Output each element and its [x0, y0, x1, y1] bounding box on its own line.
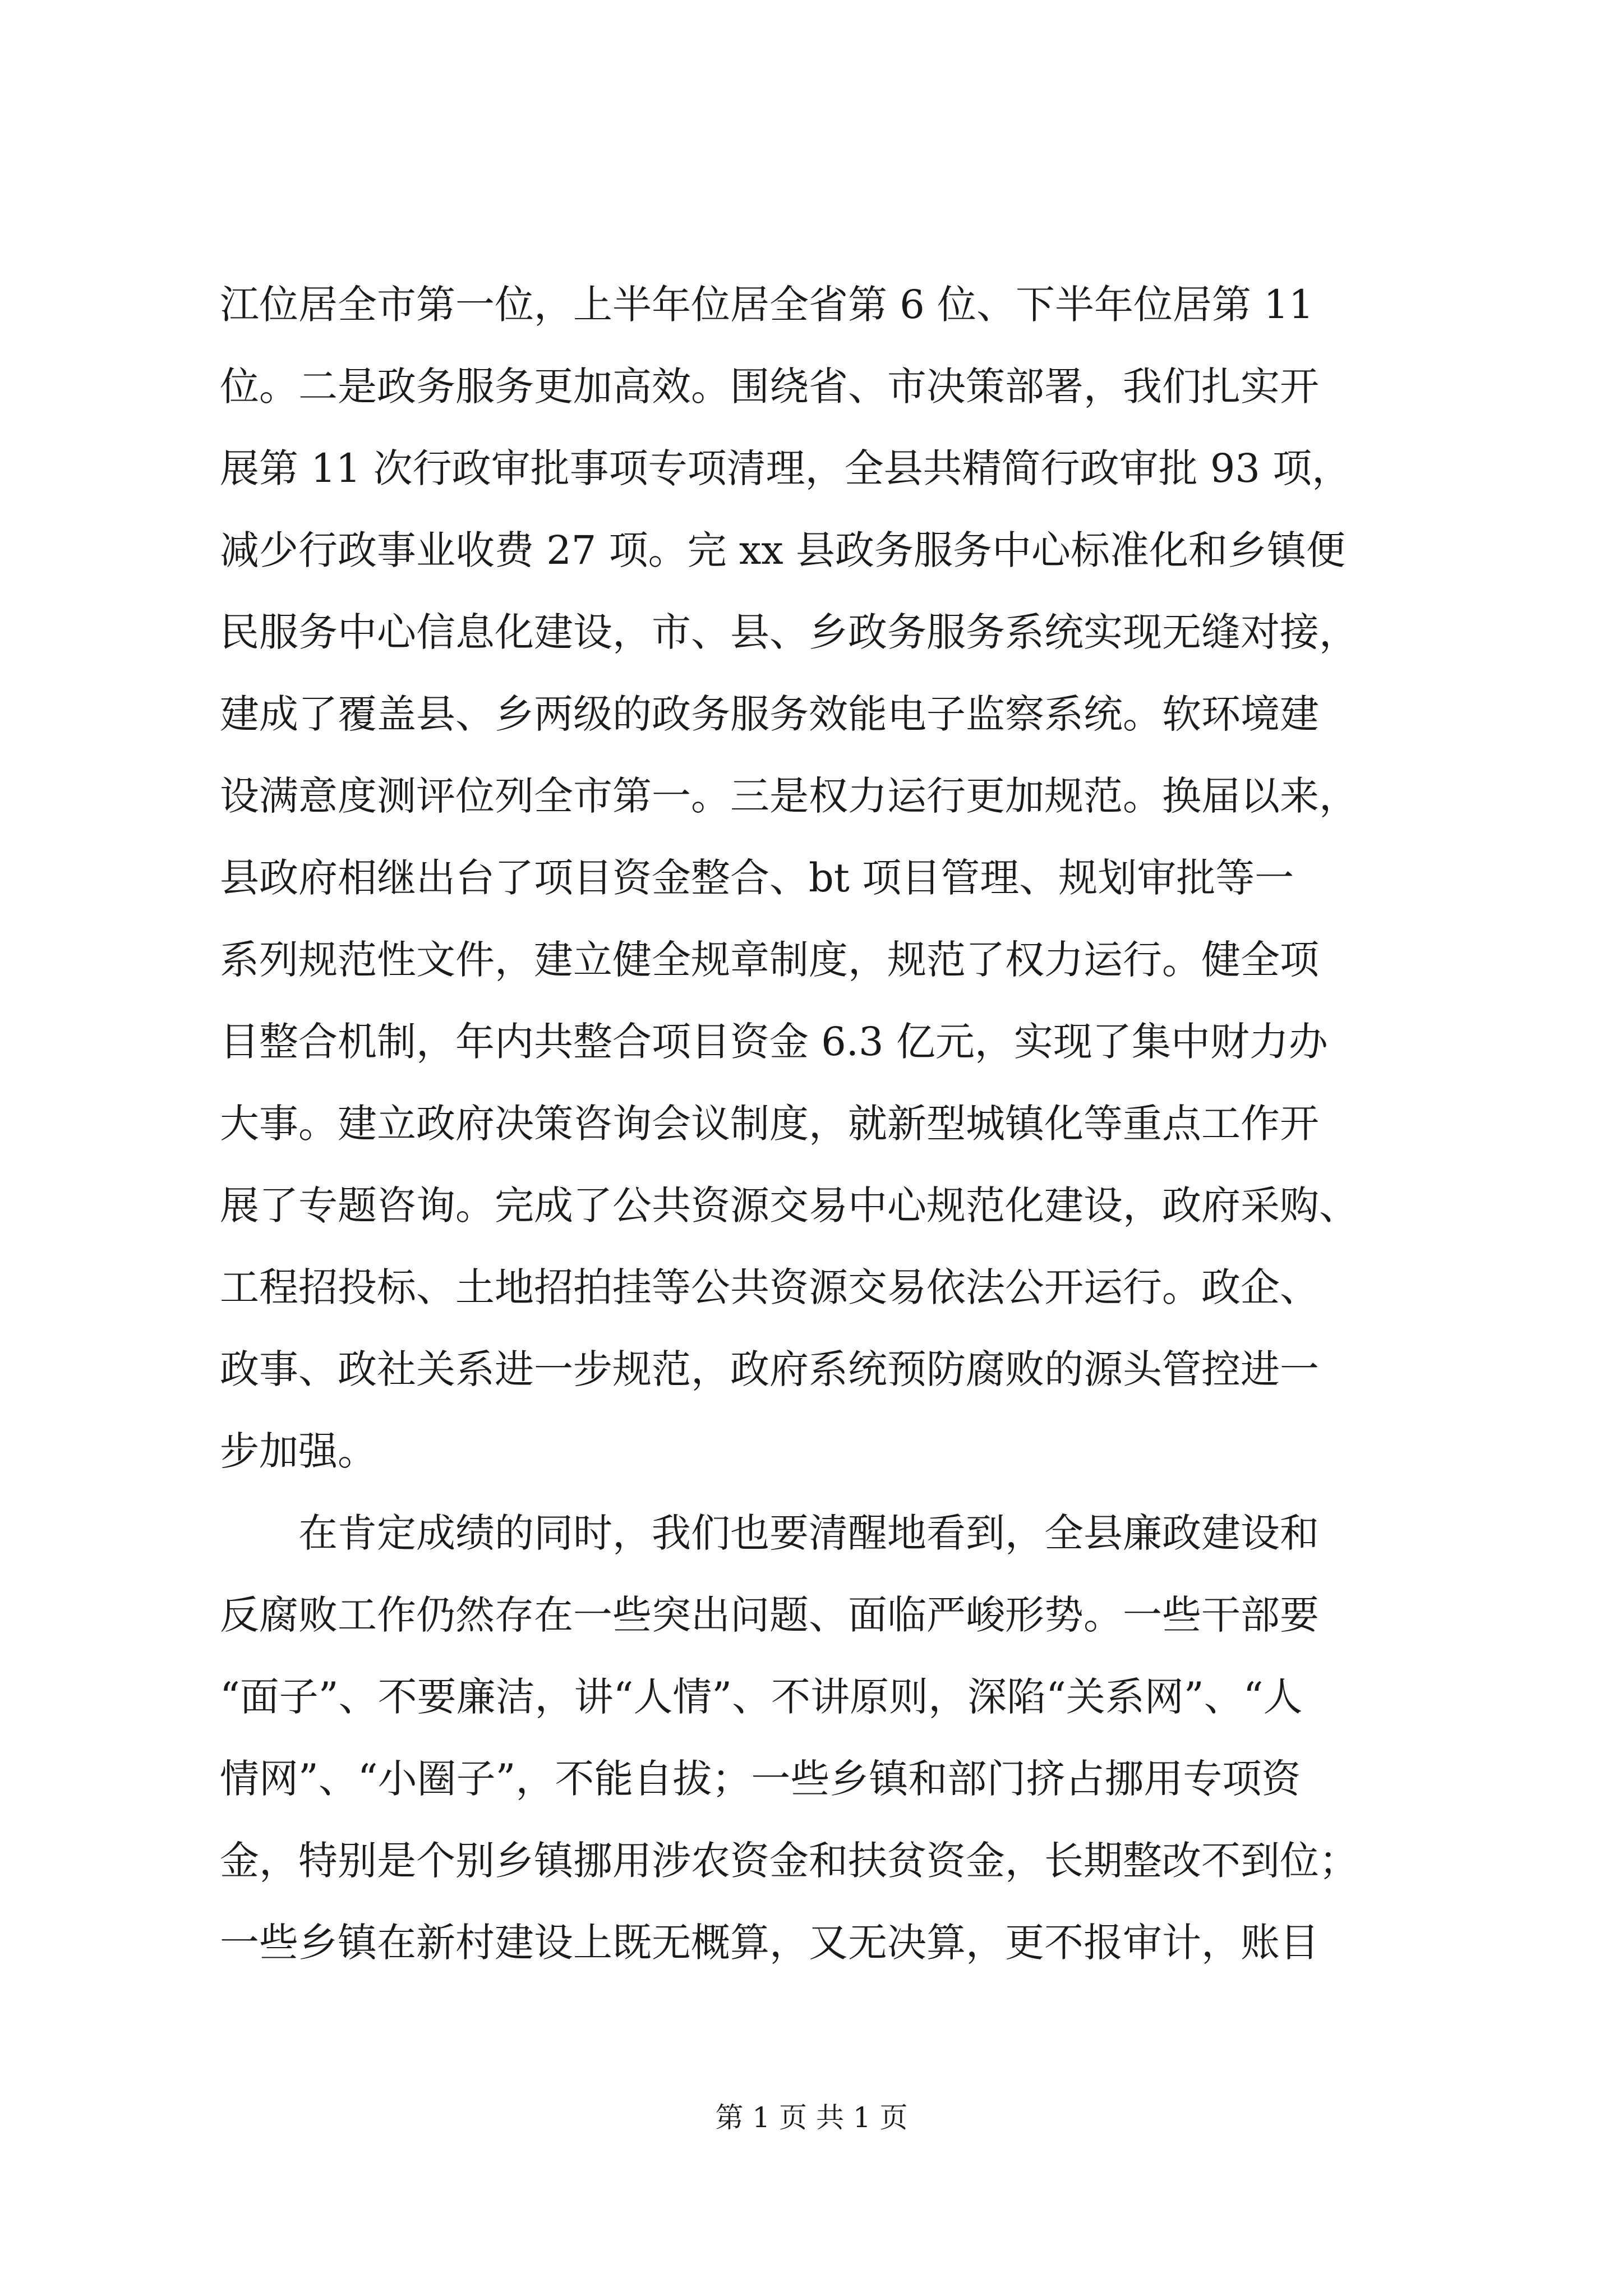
- document-body: [220, 264, 1420, 1984]
- text-line: “面子”、不要廉洁，讲“人情”、不讲原则，深陷“关系网”、“人: [220, 1674, 1303, 1720]
- text-line: 反腐败工作仍然存在一些突出问题、面临严峻形势。一些干部要: [220, 1592, 1319, 1638]
- text-line: 步加强。: [220, 1428, 377, 1474]
- text-line: 工程招投标、土地招拍挂等公共资源交易依法公开运行。政企、: [220, 1264, 1319, 1310]
- text-line: 目整合机制，年内共整合项目资金 6.3 亿元，实现了集中财力办: [220, 1019, 1328, 1065]
- text-line: 县政府相继出台了项目资金整合、bt 项目管理、规划审批等一: [220, 855, 1294, 901]
- text-line: 设满意度测评位列全市第一。三是权力运行更加规范。换届以来，: [220, 773, 1358, 819]
- text-line: 展第 11 次行政审批事项专项清理，全县共精简行政审批 93 项，: [220, 445, 1352, 491]
- text-line: 金，特别是个别乡镇挪用涉农资金和扶贫资金，长期整改不到位；: [220, 1838, 1358, 1884]
- text-line: 江位居全市第一位，上半年位居全省第 6 位、下半年位居第 11: [220, 282, 1314, 328]
- text-line: 减少行政事业收费 27 项。完 xx 县政务服务中心标准化和乡镇便: [220, 527, 1346, 573]
- text-line: 政事、政社关系进一步规范，政府系统预防腐败的源头管控进一: [220, 1346, 1319, 1392]
- text-line: 系列规范性文件，建立健全规章制度，规范了权力运行。健全项: [220, 937, 1319, 983]
- text-line: 民服务中心信息化建设，市、县、乡政务服务系统实现无缝对接，: [220, 609, 1358, 655]
- paragraph-start-line: 在肯定成绩的同时，我们也要清醒地看到，全县廉政建设和: [298, 1510, 1319, 1556]
- page-footer: [0, 2098, 1623, 2137]
- text-line: 情网”、“小圈子”，不能自拔；一些乡镇和部门挤占挪用专项资: [220, 1756, 1301, 1802]
- text-line: 展了专题咨询。完成了公共资源交易中心规范化建设，政府采购、: [220, 1182, 1358, 1228]
- text-line: 位。二是政务服务更加高效。围绕省、市决策部署，我们扎实开: [220, 364, 1319, 409]
- text-line: 一些乡镇在新村建设上既无概算，又无决算，更不报审计，账目: [220, 1920, 1319, 1966]
- text-line: 大事。建立政府决策咨询会议制度，就新型城镇化等重点工作开: [220, 1101, 1319, 1147]
- text-line: 建成了覆盖县、乡两级的政务服务效能电子监察系统。软环境建: [220, 691, 1319, 737]
- page-number-label: 第 1 页 共 1 页: [715, 2101, 908, 2134]
